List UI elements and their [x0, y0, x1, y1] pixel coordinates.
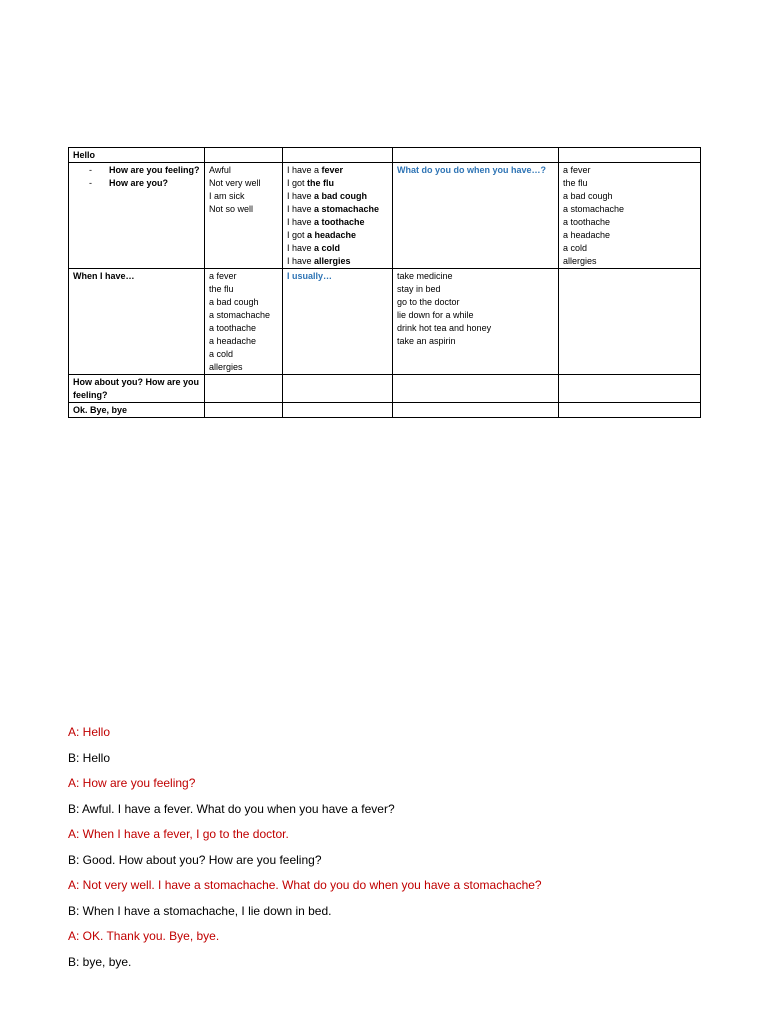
- answer-line: Not so well: [209, 204, 254, 214]
- table-cell: [205, 163, 283, 269]
- table-row: [69, 403, 701, 418]
- table-cell: [283, 163, 393, 269]
- symptom-word: the flu: [307, 178, 335, 188]
- symptom-line: [287, 216, 388, 229]
- symptom-line: [287, 203, 388, 216]
- symptom-prefix: I have a: [287, 165, 322, 175]
- answer-line: I am sick: [209, 191, 245, 201]
- symptom-line: [287, 242, 388, 255]
- ailment-line: a headache: [209, 336, 257, 346]
- table-cell: [559, 375, 701, 403]
- symptom-prefix: I have: [287, 217, 315, 227]
- list-item: [89, 164, 200, 177]
- table-row: [69, 148, 701, 163]
- list-item-text: How are you feeling?: [109, 165, 200, 175]
- symptom-prefix: I got: [287, 230, 308, 240]
- ailment-line: allergies: [209, 362, 243, 372]
- table-cell: How about you? How are you feeling?: [69, 375, 205, 403]
- table-cell: [205, 375, 283, 403]
- symptom-line: [287, 190, 388, 203]
- table-cell: [559, 403, 701, 418]
- ailment-line: a toothache: [563, 217, 611, 227]
- symptom-word: a cold: [314, 243, 341, 253]
- symptom-prefix: I have: [287, 243, 315, 253]
- table-cell: What do you do when you have…?: [393, 163, 559, 269]
- symptom-line: [287, 177, 388, 190]
- dialog-line-b: B: Good. How about you? How are you feeling?: [68, 852, 322, 867]
- table-cell: [205, 403, 283, 418]
- table-cell: [393, 403, 559, 418]
- table-cell: I usually…: [283, 269, 393, 375]
- table-cell: [559, 148, 701, 163]
- bullet-dash: -: [89, 165, 92, 175]
- table-cell: Ok. Bye, bye: [69, 403, 205, 418]
- ailment-line: a stomachache: [563, 204, 625, 214]
- ailment-line: the flu: [209, 284, 234, 294]
- ailment-line: a headache: [563, 230, 611, 240]
- table-row: [69, 163, 701, 269]
- remedy-line: stay in bed: [397, 284, 441, 294]
- dialog-line-b: B: Hello: [68, 750, 111, 765]
- table-cell: [69, 163, 205, 269]
- table-cell: [393, 148, 559, 163]
- question-list: [73, 164, 200, 190]
- ailment-line: allergies: [563, 256, 597, 266]
- dialog-line-a: A: Not very well. I have a stomachache. What do you do when you have a stomachache?: [68, 878, 542, 892]
- remedy-line: go to the doctor: [397, 297, 460, 307]
- symptom-word: a toothache: [314, 217, 365, 227]
- ailment-line: a fever: [563, 165, 591, 175]
- symptom-prefix: I got: [287, 178, 308, 188]
- remedy-line: drink hot tea and honey: [397, 323, 492, 333]
- symptom-word: fever: [321, 165, 344, 175]
- table-cell: [559, 269, 701, 375]
- symptom-word: a stomachache: [314, 204, 380, 214]
- ailment-line: a bad cough: [563, 191, 613, 201]
- table-row: [69, 269, 701, 375]
- symptom-word: a headache: [307, 230, 357, 240]
- table-cell: [283, 375, 393, 403]
- symptom-line: [287, 255, 388, 268]
- sample-dialog: [68, 720, 542, 975]
- table-cell: [205, 269, 283, 375]
- remedy-line: lie down for a while: [397, 310, 474, 320]
- table-cell: Hello: [69, 148, 205, 163]
- dialog-line-b: B: bye, bye.: [68, 954, 132, 969]
- ailment-line: a stomachache: [209, 310, 271, 320]
- table-cell: [283, 403, 393, 418]
- symptom-word: allergies: [314, 256, 351, 266]
- table-row: [69, 375, 701, 403]
- list-item-text: How are you?: [109, 178, 169, 188]
- ailment-line: a bad cough: [209, 297, 259, 307]
- dialog-line-a: A: When I have a fever, I go to the doctor.: [68, 827, 289, 841]
- list-item: [89, 177, 200, 190]
- symptom-word: a bad cough: [314, 191, 368, 201]
- symptom-prefix: I have: [287, 191, 315, 201]
- answer-line: Not very well: [209, 178, 261, 188]
- phrase-table: [68, 147, 701, 418]
- ailment-line: a cold: [563, 243, 588, 253]
- dialog-line-a: A: OK. Thank you. Bye, bye.: [68, 929, 220, 943]
- table-cell: [393, 375, 559, 403]
- symptom-prefix: I have: [287, 204, 315, 214]
- dialog-line-a: A: How are you feeling?: [68, 776, 196, 790]
- table-cell: [283, 148, 393, 163]
- dialog-line-b: B: When I have a stomachache, I lie down in bed.: [68, 903, 332, 918]
- ailment-line: a fever: [209, 271, 237, 281]
- answer-line: Awful: [209, 165, 231, 175]
- ailment-line: a toothache: [209, 323, 257, 333]
- table-cell: [205, 148, 283, 163]
- bullet-dash: -: [89, 178, 92, 188]
- table-cell: [559, 163, 701, 269]
- dialog-line-a: A: Hello: [68, 725, 111, 739]
- ailment-line: a cold: [209, 349, 234, 359]
- table-cell: [393, 269, 559, 375]
- symptom-prefix: I have: [287, 256, 315, 266]
- dialog-line-b: B: Awful. I have a fever. What do you when you have a fever?: [68, 801, 395, 816]
- table-cell: When I have…: [69, 269, 205, 375]
- ailment-line: the flu: [563, 178, 588, 188]
- symptom-line: [287, 229, 388, 242]
- remedy-line: take medicine: [397, 271, 453, 281]
- symptom-line: [287, 164, 388, 177]
- remedy-line: take an aspirin: [397, 336, 456, 346]
